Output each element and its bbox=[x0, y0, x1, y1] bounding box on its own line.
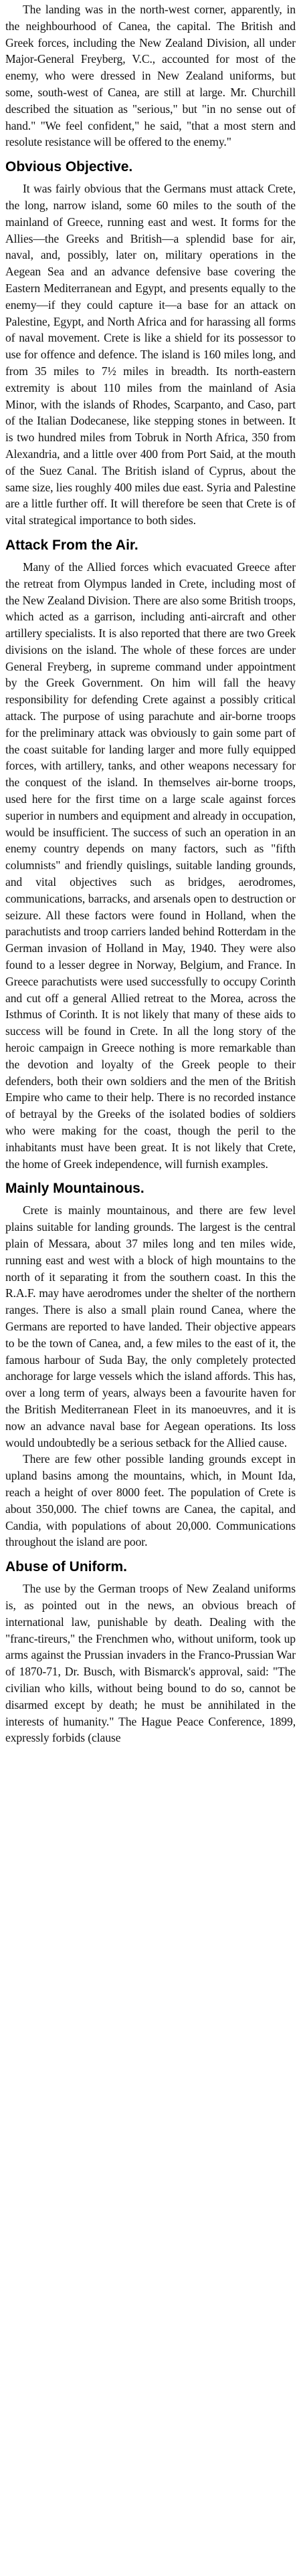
section-paragraph: The use by the German troops of New Zealand uniforms is, as pointed out in the news, an obvious breach of international law, punishable by death. Dealing with the "franc-tireurs," the Frenchmen who, without uniform, took up arms against the Prussian invaders in the Franco-Prussian War of 1870-71, Dr. Busch, with Bismarck's approval, said: "The civilian who kills, without being bound to do so, cannot be disarmed except by death; he must be annihilated in the interests of humanity." The Hague Peace Conference, 1899, expressly forbids (clause bbox=[5, 1582, 296, 1745]
section-paragraph: It was fairly obvious that the Germans must attack Crete, the long, narrow island, some 60 miles to the south of the mainland of Greece, running east and west. It forms for the Allies—the Greeks and British—a splendid base for air, naval, and, possibly, later on, military operations in the Aegean Sea and an advance defensive base covering the Eastern Mediterranean and Egypt, and presents equally to the enemy—if they could capture it—a base for an attack on Palestine, Egypt, and North Africa and for harassing all forms of naval movement. Crete is like a shield for its possessor to use for offence and defence. The island is 160 miles long, and from 35 miles to 7½ miles in breadth. Its north-eastern extremity is about 110 miles from the mainland of Asia Minor, with the islands of Rhodes, Scarpanto, and Caso, part of the Italian Dodecanese, like stepping stones in between. It is two hundred miles from Tobruk in North Africa, 350 from Alexandria, and a little over 400 from Port Said, at the mouth of the Suez Canal. The British island of Cyprus, about the same size, lies roughly 400 miles due east. Syria and Palestine are a little further off. It will therefore be seen that Crete is of vital strategical importance to both sides. bbox=[5, 182, 296, 528]
section-heading-mainly-mountainous: Mainly Mountainous. bbox=[5, 1181, 144, 1197]
section-paragraph: Many of the Allied forces which evacuated Greece after the retreat from Olympus landed in Crete, including most of the New Zealand Division. There are also some British troops, which acted as a garrison, including anti-aircraft and other artillery specialists. It is also reported that there are two Greek divisions on the island. The whole of these forces are under General Freyberg, in supreme command under appointment by the Greek Government. On him will fall the heavy responsibility for defending Crete against a possibly critical attack. The purpose of using parachute and air-borne troops for the preliminary attack was obviously to gain some part of the coast suitable for landing larger and more fully equipped forces, with artillery, tanks, and other weapons necessary for the conquest of the island. In themselves air-borne troops, used here for the first time on a large scale against forces superior in numbers and equipment and already in occupation, would be insufficient. The success of such an operation in an enemy country depends on many factors, such as "fifth columnists" and friendly quislings, suitable landing grounds, and vital objectives such as bridges, aerodromes, communications, barracks, and arsenals open to destruction or seizure. All these factors were found in Holland, when the parachutists and troop carriers landed behind Rotterdam in the German invasion of Holland in May, 1940. They were also found to a lesser degree in Norway, Belgium, and France. In Greece parachutists were used successfully to occupy Corinth and cut off a general Allied retreat to the Morea, across the Isthmus of Corinth. It is not likely that many of these aids to success will be found in Crete. In all the long story of the heroic campaign in Greece nothing is more remarkable than the devotion and loyalty of the Greek people to their defenders, both their own soldiers and the men of the British Empire who came to their help. There is no recorded instance of betrayal by the Greeks of the isolated bodies of soldiers who were making for the coast, though the peril to the inhabitants must have been great. It is not likely that Crete, the home of Greek independence, will furnish examples. bbox=[5, 560, 296, 1171]
intro-paragraph: The landing was in the north-west corner, apparently, in the neighbourhood of Canea, the capital. The British and Greek forces, including the New Zealand Division, all under Major-General Freyberg, V.C., accounted for most of the enemy, who were dressed in New Zealand uniforms, but some, south-west of Canea, are still at large. Mr. Churchill described the situation as "serious," but "in no sense out of hand." "We feel confident," he said, "that a most stern and resolute resistance will be offered to the enemy." bbox=[5, 3, 296, 149]
section-paragraph: Crete is mainly mountainous, and there are few level plains suitable for landing grounds. The largest is the central plain of Messara, about 37 miles long and ten miles wide, running east and west with a block of high mountains to the north of it separating it from the southern coast. In this the R.A.F. may have aerodromes under the shelter of the northern ranges. There is also a small plain round Canea, where the Germans are reported to have landed. Their objective appears to be the town of Canea, and, a few miles to the east of it, the famous harbour of Suda Bay, the only completely protected anchorage for large vessels which the island affords. This has, over a long term of years, always been a favourite haven for the British Mediterranean Fleet in its manoeuvres, and it is now an advance naval base for Aegean operations. Its loss would undoubtedly be a serious setback for the Allied cause. bbox=[5, 1203, 296, 1449]
section-heading-attack-from-air: Attack From the Air. bbox=[5, 537, 138, 553]
section-heading-obvious-objective: Obvious Objective. bbox=[5, 159, 133, 175]
section-heading-abuse-of-uniform: Abuse of Uniform. bbox=[5, 1559, 127, 1575]
section-paragraph: There are few other possible landing grounds except in upland basins among the mountains, which, in Mount Ida, reach a height of over 8000 feet. The population of Crete is about 350,000. The chief towns are Canea, the capital, and Candia, with populations of about 20,000. Communications throughout the island are poor. bbox=[5, 1452, 296, 1549]
